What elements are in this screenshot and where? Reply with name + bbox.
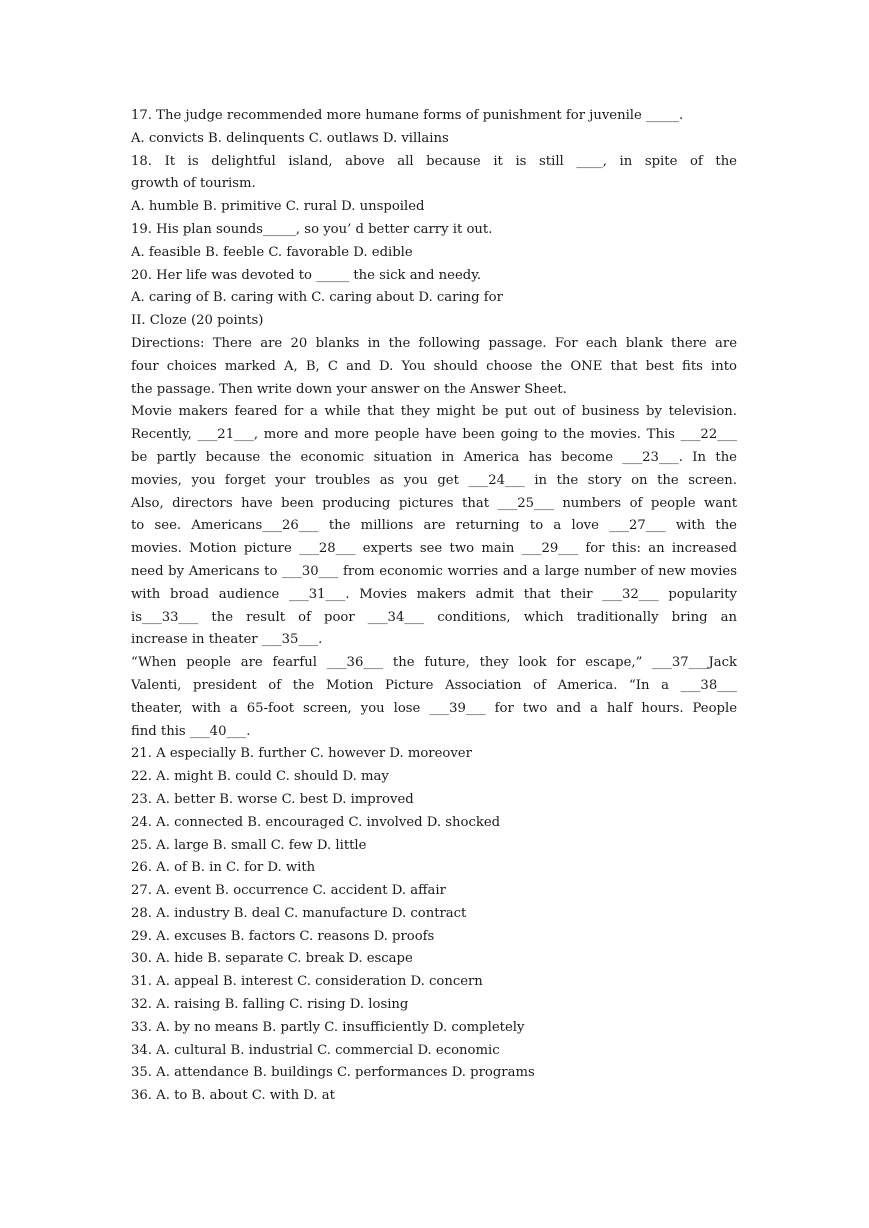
text-line: 25. A. large B. small C. few D. little bbox=[131, 837, 367, 853]
text-line: 24. A. connected B. encouraged C. involved D. shocked bbox=[131, 814, 501, 830]
text-line: four choices marked A, B, C and D. You should choose the ONE that best fits into bbox=[131, 358, 737, 374]
text-line: growth of tourism. bbox=[131, 176, 256, 192]
text-line: find this ___40___. bbox=[131, 723, 251, 739]
text-line: 32. A. raising B. falling C. rising D. losing bbox=[131, 997, 409, 1013]
text-line: 34. A. cultural B. industrial C. commercial D. economic bbox=[131, 1042, 500, 1058]
text-line: is___33___ the result of poor ___34___ conditions, which traditionally bring an bbox=[131, 609, 737, 625]
text-line: 28. A. industry B. deal C. manufacture D. contract bbox=[131, 905, 467, 921]
text-line: 19. His plan sounds_____, so you’ d better carry it out. bbox=[131, 221, 493, 237]
text-line: 35. A. attendance B. buildings C. performances D. programs bbox=[131, 1065, 535, 1081]
text-line: A. feasible B. feeble C. favorable D. edible bbox=[131, 244, 413, 260]
text-line: be partly because the economic situation in America has become ___23___. In the bbox=[131, 449, 737, 465]
text-line: 17. The judge recommended more humane forms of punishment for juvenile _____. bbox=[131, 108, 684, 123]
text-line: 36. A. to B. about C. with D. at bbox=[131, 1088, 335, 1104]
text-line: “When people are fearful ___36___ the future, they look for escape,” ___37___Jack bbox=[131, 655, 737, 671]
text-line: Recently, ___21___, more and more people have been going to the movies. This ___22___ bbox=[131, 427, 737, 443]
text-line: movies. Motion picture ___28___ experts see two main ___29___ for this: an increased bbox=[131, 541, 737, 557]
text-line: 33. A. by no means B. partly C. insufficiently D. completely bbox=[131, 1019, 525, 1035]
document-body bbox=[131, 105, 737, 1108]
text-line: A. caring of B. caring with C. caring about D. caring for bbox=[131, 290, 503, 306]
text-line: 27. A. event B. occurrence C. accident D. affair bbox=[131, 883, 446, 899]
text-line: need by Americans to ___30___ from economic worries and a large number of new movies bbox=[131, 563, 737, 579]
text-line: Also, directors have been producing pictures that ___25___ numbers of people want bbox=[131, 495, 737, 511]
text-line: 23. A. better B. worse C. best D. improved bbox=[131, 791, 414, 807]
text-line: 29. A. excuses B. factors C. reasons D. proofs bbox=[131, 928, 435, 944]
text-line: with broad audience ___31___. Movies makers admit that their ___32___ popularity bbox=[131, 586, 737, 602]
text-line: 30. A. hide B. separate C. break D. escape bbox=[131, 951, 413, 967]
text-line: Directions: There are 20 blanks in the following passage. For each blank there are bbox=[131, 335, 737, 351]
text-line: increase in theater ___35___. bbox=[131, 632, 323, 648]
text-line: 22. A. might B. could C. should D. may bbox=[131, 769, 389, 785]
text-line: A. humble B. primitive C. rural D. unspoiled bbox=[131, 199, 425, 215]
text-line: 18. It is delightful island, above all because it is still ____, in spite of the bbox=[131, 153, 737, 169]
text-line: 21. A especially B. further C. however D. moreover bbox=[131, 746, 472, 762]
text-line: 31. A. appeal B. interest C. consideration D. concern bbox=[131, 974, 483, 990]
text-line: movies, you forget your troubles as you get ___24___ in the story on the screen. bbox=[131, 472, 737, 488]
text-line: theater, with a 65-foot screen, you lose ___39___ for two and a half hours. People bbox=[131, 700, 737, 716]
text-line: Valenti, president of the Motion Picture Association of America. “In a ___38___ bbox=[131, 677, 737, 693]
text-line: II. Cloze (20 points) bbox=[131, 313, 264, 329]
text-line: 20. Her life was devoted to _____ the sick and needy. bbox=[131, 267, 482, 283]
text-line: Movie makers feared for a while that they might be put out of business by television. bbox=[131, 404, 737, 420]
text-line: 26. A. of B. in C. for D. with bbox=[131, 860, 316, 876]
text-line: A. convicts B. delinquents C. outlaws D. villains bbox=[131, 130, 449, 146]
text-line: to see. Americans___26___ the millions are returning to a love ___27___ with the bbox=[131, 518, 737, 534]
text-line: the passage. Then write down your answer on the Answer Sheet. bbox=[131, 381, 567, 397]
